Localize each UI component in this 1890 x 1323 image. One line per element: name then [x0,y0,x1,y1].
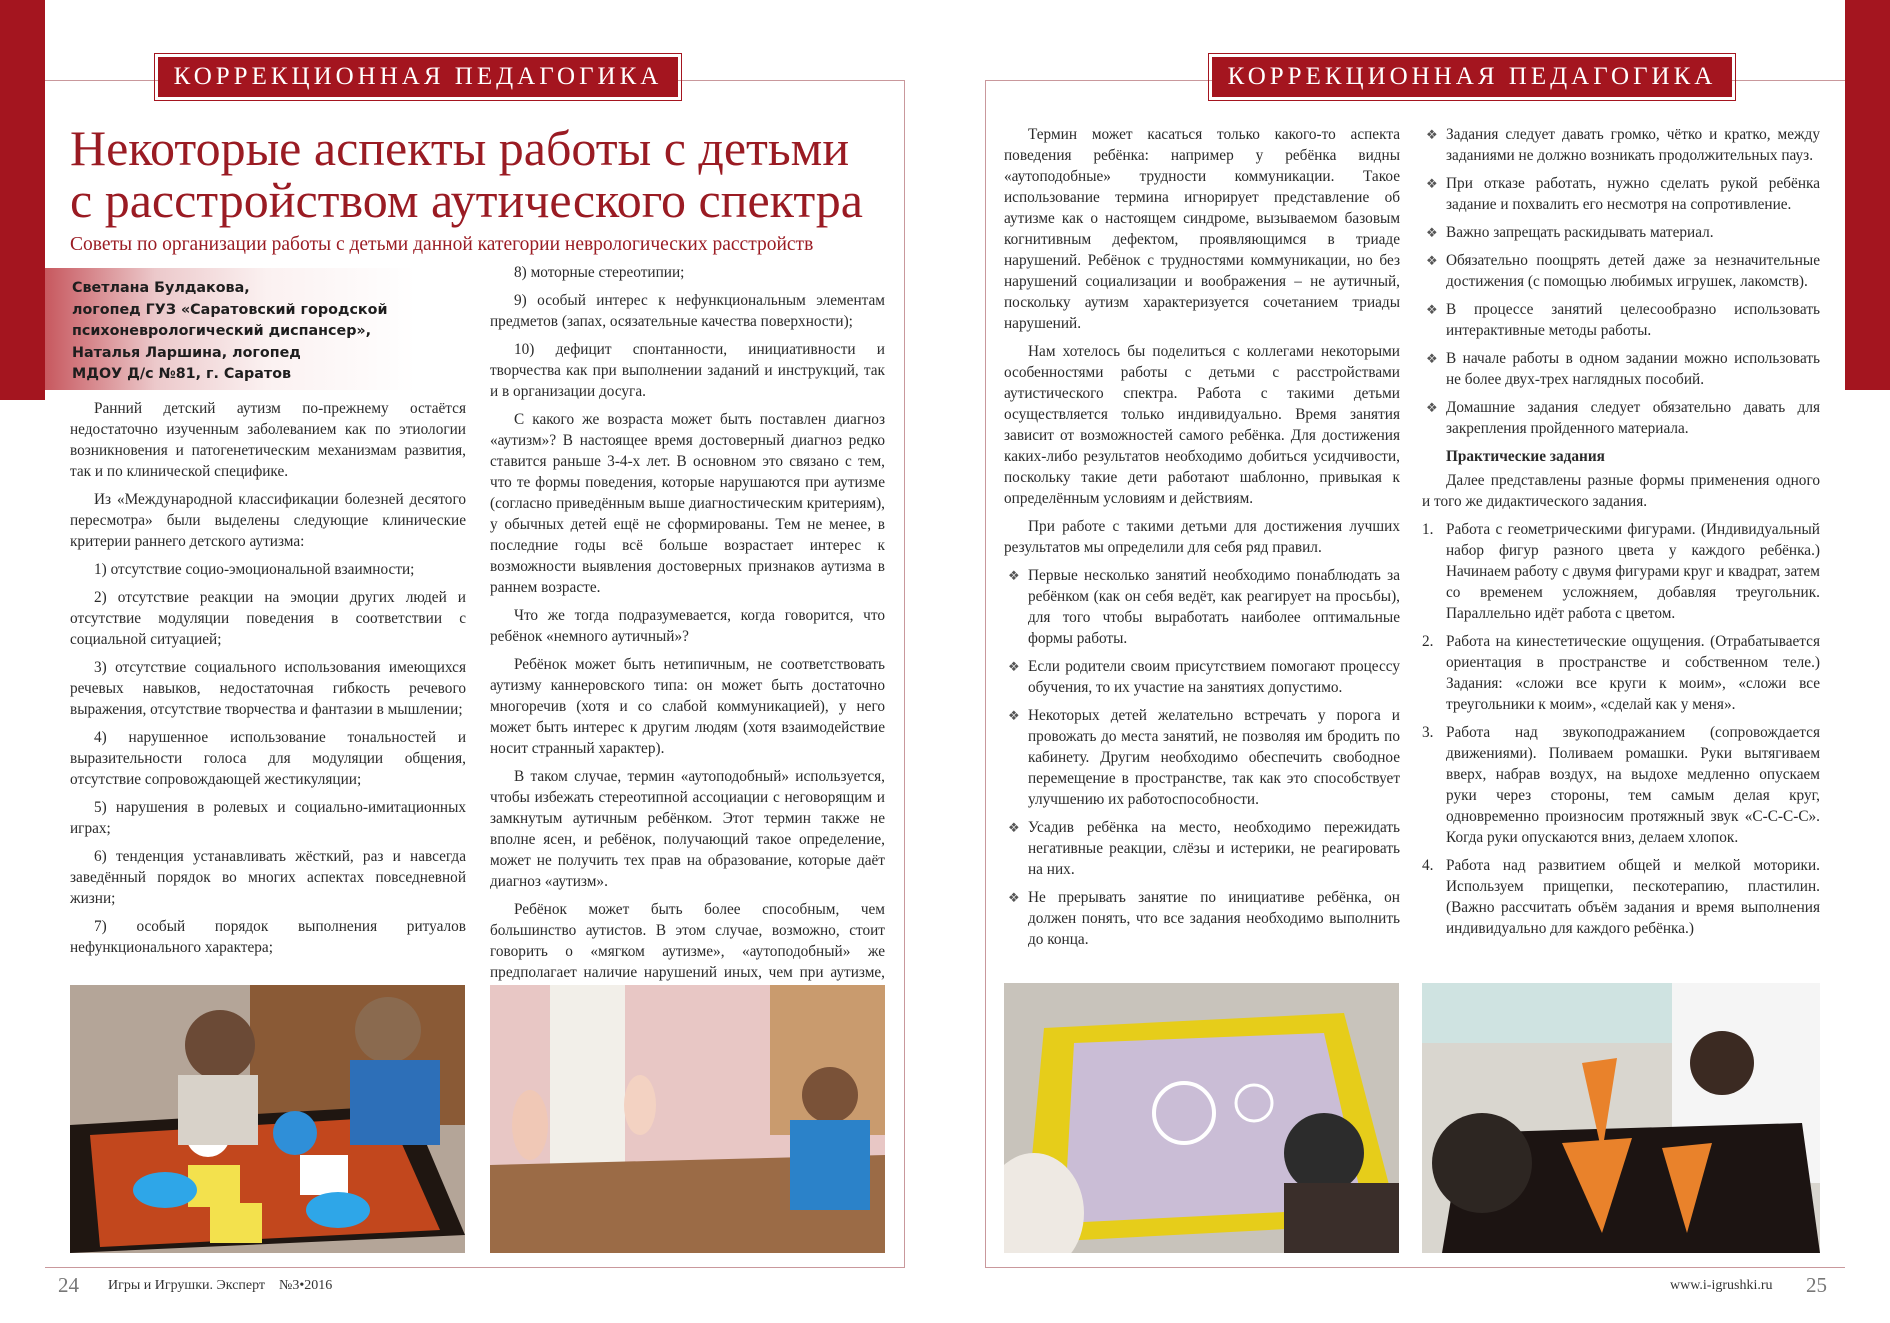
list-item-text: Задания следует давать громко, чётко и кратко, между заданиями не должно возникать продолжительных пауз. [1446,126,1820,164]
page-number-left: 24 [58,1273,79,1297]
paragraph: 7) особый порядок выполнения ритуалов нефункционального характера; [70,918,466,956]
list-item [1422,173,1820,215]
article-subtitle: Советы по организации работы с детьми данной категории неврологических расстройств [70,234,814,255]
paragraph: С какого же возраста может быть поставлен диагноз «аутизм»? В настоящее время достоверный диагноз редко ставится раньше 3-4-х лет. В основном это связано с тем, что те формы поведения, которые нарушаются при аутизме (согласно приведённым выше диагностическим критериям), у обычных детей ещё не сформированы. Тем не менее, в последние годы всё больше возрастает интерес к возможности выявления достоверных признаков аутизма в раннем возрасте. [490,411,885,596]
bullet-icon: ❖ [1426,225,1438,240]
bullet-icon: ❖ [1008,820,1020,835]
paragraph: Нам хотелось бы поделиться с коллегами некоторыми особенностями работы с детьми с расстройствами аутистического спектра. Работа с такими детьми осуществляется только индивидуально. Время занятия зависит от возможностей самого ребёнка. Для достижения каких-либо результатов необходимо добиться усидчивости, поскольку такие дети работают шаблонно, привыкая к определённым условиям и действиям. [1004,343,1400,507]
paragraph: 2) отсутствие реакции на эмоции других людей и отсутствие модуляции поведения в соответствии с социальной ситуацией; [70,589,466,648]
author-line: МДОУ Д/с №81, г. Саратов [72,366,292,382]
article-title-line1: Некоторые аспекты работы с детьми [70,120,850,176]
paragraph: В таком случае, термин «аутоподобный» используется, чтобы избежать стереотипной ассоциации с неговорящим и замкнутым аутичным ребёнком. Этот термин также не вполне ясен, и ребёнок, получающий такое определение, может не получить тех прав на образование, которые даёт диагноз «аутизм». [490,768,885,890]
list-item-text: Не прерывать занятие по инициативе ребёнка, он должен понять, что все задания необходимо выполнить до конца. [1028,889,1400,948]
paragraph: Термин может касаться только какого-то аспекта поведения ребёнка: например у ребёнка видны «аутоподобные» трудности коммуникации. Такое использование термина игнорирует представление об аутизме как о настоящем синдроме, вызываемом базовым когнитивным дефектом, проявляющимся в триаде нарушений. Ребёнок с трудностями коммуникации, но без нарушений социализации и воображения – не аутичный, поскольку аутизм характеризуется сочетанием триады нарушений. [1004,126,1400,332]
paragraph: Ребёнок может быть более способным, чем большинство аутистов. В этом случае, возможно, стоит говорить о «мягком аутизме», «аутоподобный» же предполагает наличие нарушений иных, чем при аутизме, [490,901,885,981]
list-number: 3. [1422,724,1434,741]
list-item [1422,855,1820,939]
list-item [1422,222,1820,243]
list-number: 2. [1422,633,1434,650]
paragraph: Ранний детский аутизм по-прежнему остаётся недостаточно изученным заболеванием как по этиологии возникновения и патогенетическим механизмам развития, так и по клинической специфике. [70,400,466,480]
list-item-text: Если родители своим присутствием помогают процессу обучения, то их участие на занятиях допустимо. [1028,658,1400,696]
bullet-icon: ❖ [1426,302,1438,317]
list-item-text: Работа на кинестетические ощущения. (Отрабатывается ориентация в пространстве и собственном теле.) Задания: «сложи все круги к моим», «сложи все треугольники к моим», «сделай как у меня». [1446,633,1820,713]
list-item-text: Обязательно поощрять детей даже за незначительные достижения (с помощью любимых игрушек, лакомств). [1446,252,1820,290]
author-line: Наталья Ларшина, логопед [72,344,301,361]
list-item [1422,631,1820,715]
rules-list-continued [1422,124,1820,439]
list-item [1422,348,1820,390]
list-item-text: Важно запрещать раскидывать материал. [1446,224,1714,241]
list-item-text: Некоторых детей желательно встречать у порога и провожать до места занятий, не позволяя им бродить по кабинету. Другим необходимо обеспечить свободное перемещение в пространстве, так как это способствует улучшению их работоспособности. [1028,707,1400,808]
paragraph: Далее представлены разные формы применения одного и того же дидактического задания. [1422,472,1820,510]
column-4 [1422,124,1820,946]
paragraph: 9) особый интерес к нефункциональным элементам предметов (запах, осязательные качества поверхности); [490,292,885,330]
list-item-text: Работа над звукоподражанием (сопровождается движениями). Поливаем ромашки. Руки вытягиваем вверх, набрав воздух, на выдохе медленно опускаем руки через стороны, тем самым делая круг, одновременно произносим протяжный звук «С-С-С-С». Когда руки опускаются вниз, делаем хлопок. [1446,724,1820,846]
list-item [1422,722,1820,848]
left-edge-bar [0,0,45,400]
magazine-name: Игры и Игрушки. Эксперт [108,1278,266,1293]
article-title [70,122,920,226]
list-item-text: Первые несколько занятий необходимо понаблюдать за ребёнком (как он себя ведёт, как реагирует на просьбы), для того чтобы выработать наиболее оптимальные формы работы. [1028,567,1400,647]
footer-url[interactable]: www.i-igrushki.ru [1670,1278,1773,1293]
author-line: логопед ГУЗ «Саратовский городской [72,301,388,318]
list-item-text: Работа с геометрическими фигурами. (Индивидуальный набор фигур разного цвета у каждого ребёнка.) Начинаем работу с двумя фигурами круг и квадрат, затем со временем усложняем, добавляя треугольник. Параллельно идёт работа с цветом. [1446,521,1820,622]
bullet-icon: ❖ [1426,253,1438,268]
author-line: психоневрологический диспансер», [72,323,372,339]
list-item [1004,705,1400,810]
photo-child-hands [490,985,885,1253]
paragraph: 10) дефицит спонтанности, инициативности и творчества как при выполнении заданий и инструкций, так и в организации досуга. [490,341,885,400]
photo-table-shapes [70,985,465,1253]
paragraph: Ребёнок может быть нетипичным, не соответствовать аутизму каннеровского типа: он может быть достаточно многоречив (хотя и со слабой коммуникацией), у него может быть интерес к другим людям (хотя взаимодействие носит странный характер). [490,656,885,757]
list-item [1004,656,1400,698]
tasks-list [1422,519,1820,939]
list-item-text: При отказе работать, нужно сделать рукой ребёнка задание и похвалить его несмотря на сопротивление. [1446,175,1820,213]
photo-carrot-game [1422,983,1820,1253]
bullet-icon: ❖ [1008,659,1020,674]
right-edge-bar [1845,0,1890,390]
section-heading: Практические задания [1446,448,1605,465]
paragraph: При работе с такими детьми для достижения лучших результатов мы определили для себя ряд правил. [1004,518,1400,556]
paragraph: Из «Международной классификации болезней десятого пересмотра» были выделены следующие клинические критерии раннего детского аутизма: [70,491,466,550]
paragraph: 1) отсутствие социо-эмоциональной взаимности; [94,561,415,578]
list-item-text: Домашние задания следует обязательно давать для закрепления пройденного материала. [1446,399,1820,437]
issue-number: №3•2016 [279,1278,333,1293]
bullet-icon: ❖ [1008,708,1020,723]
section-label-left: КОРРЕКЦИОННАЯ ПЕДАГОГИКА [158,57,678,97]
authors-block [60,278,420,386]
bullet-icon: ❖ [1426,400,1438,415]
column-1 [70,398,466,965]
footer-magazine [108,1278,332,1294]
page-number-right: 25 [1806,1273,1827,1297]
list-item-text: В процессе занятий целесообразно использовать интерактивные методы работы. [1446,301,1820,339]
list-item-text: В начале работы в одном задании можно использовать не более двух-трех наглядных пособий. [1446,350,1820,388]
list-item [1422,519,1820,624]
list-item [1422,299,1820,341]
list-item [1004,817,1400,880]
bullet-icon: ❖ [1426,176,1438,191]
paragraph: 4) нарушенное использование тональностей и выразительности голоса для модуляции общения, отсутствие сопровождающей жестикуляции; [70,729,466,788]
list-number: 1. [1422,521,1434,538]
author-line: Светлана Булдакова, [72,280,250,296]
list-item [1004,565,1400,649]
paragraph: Что же тогда подразумевается, когда говорится, что ребёнок «немного аутичный»? [490,607,885,645]
paragraph: 8) моторные стереотипии; [514,264,685,281]
paragraph: 3) отсутствие социального использования имеющихся речевых навыков, недостаточная гибкость речевого выражения, отсутствие творчества и фантазии в мышлении; [70,659,466,718]
bullet-icon: ❖ [1426,351,1438,366]
article-title-line2: с расстройством аутического спектра [70,172,863,228]
list-item-text: Работа над развитием общей и мелкой моторики. Используем прищепки, пескотерапию, пластилин. (Важно рассчитать объём задания и время выполнения индивидуально для каждого ребёнка.) [1446,857,1820,937]
column-3 [1004,124,1400,957]
bullet-icon: ❖ [1426,127,1438,142]
list-number: 4. [1422,857,1434,874]
rules-list [1004,565,1400,950]
section-label-right: КОРРЕКЦИОННАЯ ПЕДАГОГИКА [1212,57,1732,97]
list-item-text: Усадив ребёнка на место, необходимо пережидать негативные реакции, слёзы и истерики, не реагировать на них. [1028,819,1400,878]
paragraph: 5) нарушения в ролевых и социально-имитационных играх; [70,799,466,837]
list-item [1004,887,1400,950]
paragraph: 6) тенденция устанавливать жёсткий, раз и навсегда заведённый порядок во многих аспектах повседневной жизни; [70,848,466,907]
photo-sand-lightbox [1004,983,1399,1253]
bullet-icon: ❖ [1008,890,1020,905]
list-item [1422,250,1820,292]
list-item [1422,397,1820,439]
bullet-icon: ❖ [1008,568,1020,583]
column-2 [490,262,885,1032]
list-item [1422,124,1820,166]
